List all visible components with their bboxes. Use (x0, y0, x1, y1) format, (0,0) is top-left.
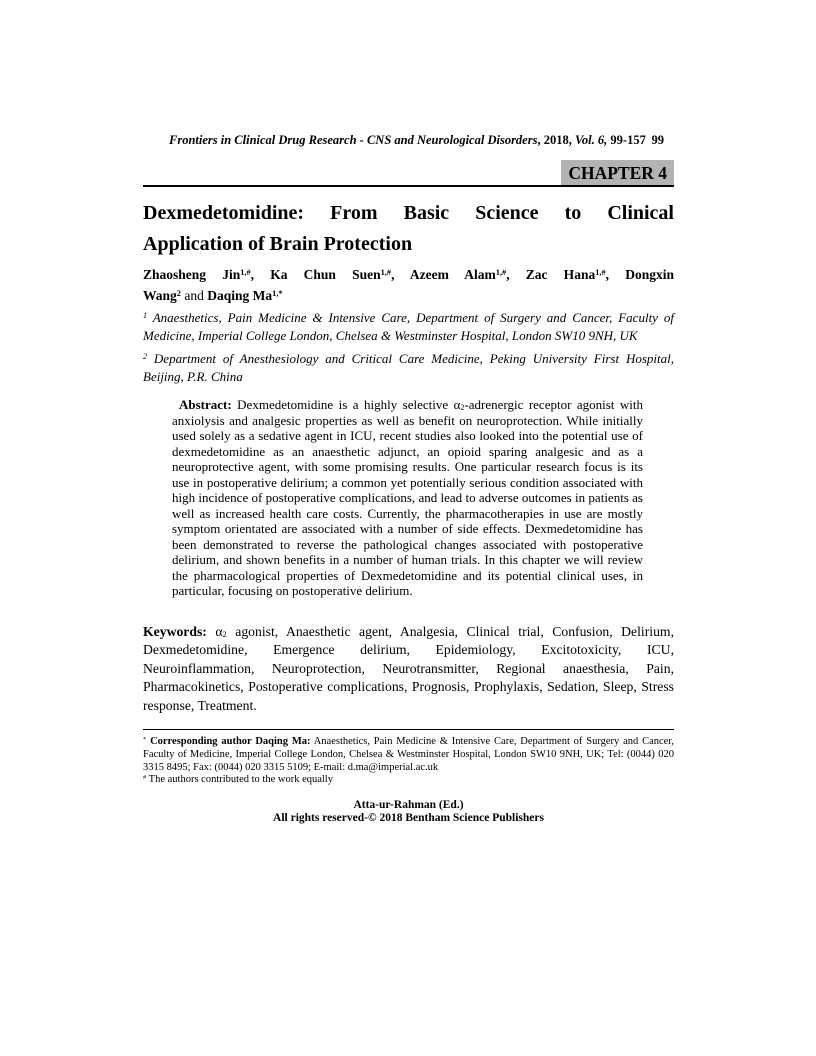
affiliation-marker: 1 (143, 311, 148, 321)
page-content (143, 133, 674, 825)
equal-contribution-text: The authors contributed to the work equally (146, 774, 333, 786)
affiliation-2 (143, 350, 674, 386)
authors-line2 (143, 285, 674, 306)
journal-pages: 99-157 (607, 133, 646, 147)
chapter-badge: CHAPTER 4 (561, 160, 674, 185)
paper-title-line1: Dexmedetomidine: From Basic Science to Clinical (143, 202, 674, 224)
author-name: , Zac Hana (506, 267, 596, 282)
author-affil-marker: 1,# (595, 268, 606, 278)
alpha-subscript: 2 (222, 629, 227, 640)
rights-line: All rights reserved-© 2018 Bentham Science Publishers (273, 811, 544, 824)
footnote-section (143, 729, 674, 787)
author-name: Wang (143, 288, 177, 303)
alpha-subscript: 2 (460, 403, 465, 413)
author-name: , Azeem Alam (391, 267, 496, 282)
author-affil-marker: 1,# (495, 268, 507, 278)
affiliation-marker: 2 (143, 352, 148, 362)
affiliation-text: Anaesthetics, Pain Medicine & Intensive Care, Department of Surgery and Cancer, Faculty of Medicine, Imperial College London, Chelsea & Westminster Hospital, London SW10 9NH, UK (143, 310, 674, 343)
authors-conjunction: and (180, 288, 208, 303)
author-affil-marker: 2 (176, 289, 181, 299)
publisher-imprint (143, 799, 674, 825)
journal-year: , 2018, (537, 133, 575, 147)
abstract-text-pre: Dexmedetomidine is a highly selective α (231, 397, 461, 412)
abstract-label: Abstract: (179, 397, 232, 412)
author-name: , Dongxin (605, 267, 674, 282)
authors-block (143, 264, 674, 306)
keywords-text: agonist, Anaesthetic agent, Analgesia, Clinical trial, Confusion, Delirium, Dexmedetomidine, Emergence delirium, Epidemiology, Excitotoxicity, ICU, Neuroinflammation, Neuroprotection, Neurotransmitter, Regional anaesthesia, Pain, Pharmacokinetics, Postoperative complications, Prognosis, Prophylaxis, Sedation, Sleep, Stress response, Treatment. (143, 623, 674, 713)
page-number: 99 (651, 133, 664, 147)
affiliations-block (143, 309, 674, 386)
paper-title (143, 198, 674, 260)
author-affil-marker: 1,# (240, 268, 251, 278)
running-header (143, 133, 674, 148)
hash-marker: # (143, 774, 147, 782)
equal-contribution-footnote (143, 774, 674, 787)
editor-line: Atta-ur-Rahman (Ed.) (353, 798, 464, 811)
affiliation-text: Department of Anesthesiology and Critical Care Medicine, Peking University First Hospital, Beijing, P.R. China (143, 351, 674, 384)
affiliation-1 (143, 309, 674, 345)
abstract-paragraph (172, 397, 643, 599)
keywords-label: Keywords: (143, 623, 207, 639)
paper-title-line2: Application of Brain Protection (143, 233, 413, 255)
authors-line1 (143, 264, 674, 285)
keywords-text-pre: α (206, 623, 223, 639)
asterisk-marker: * (143, 736, 147, 744)
author-name: , Ka Chun Suen (250, 267, 381, 282)
author-name: Zhaosheng Jin (143, 267, 241, 282)
journal-volume: Vol. 6, (574, 133, 608, 147)
author-affil-marker: 1,* (272, 289, 283, 299)
keywords-paragraph (143, 623, 674, 716)
journal-title: Frontiers in Clinical Drug Research - CNS and Neurological Disorders (169, 133, 538, 147)
author-affil-marker: 1,# (380, 268, 392, 278)
author-name: Daqing Ma (207, 288, 273, 303)
chapter-rule (143, 160, 674, 187)
corresponding-author-text: Anaesthetics, Pain Medicine & Intensive Care, Department of Surgery and Cancer, Faculty of Medicine, Imperial College London, Chelsea & Westminster Hospital, London SW10 9NH, UK; Tel: (0044) 020 3315 8495; Fax: (0044) 020 3315 5109; E-mail: d.ma@imperial.ac.uk (143, 736, 675, 773)
journal-reference (169, 133, 646, 148)
corresponding-author-footnote (143, 736, 674, 774)
corresponding-author-label: Corresponding author Daqing Ma: (146, 736, 311, 748)
abstract-text: -adrenergic receptor agonist with anxiolysis and analgesic properties as well as benefit on neuroprotection. While initially used solely as a sedative agent in ICU, recent studies also looked into the potential use of dexmedetomidine as an anaesthetic adjunct, an opioid sparing analgesic and as a neuroprotective agent, with some promising results. One particular research focus is its use in postoperative delirium; a common yet potentially serious condition associated with high incidence of postoperative complications, and lead to adverse outcomes in patients as well as increased health care costs. Currently, the pharmacotherapies in use are mostly symptom orientated are associated with a number of side effects. Dexmedetomidine has been demonstrated to reverse the pathological changes associated with postoperative delirium, and shown benefits in a number of human trials. In this chapter we will review the pharmacological properties of Dexmedetomidine and its potential clinical uses, in particular, focusing on postoperative delirium. (172, 397, 643, 598)
